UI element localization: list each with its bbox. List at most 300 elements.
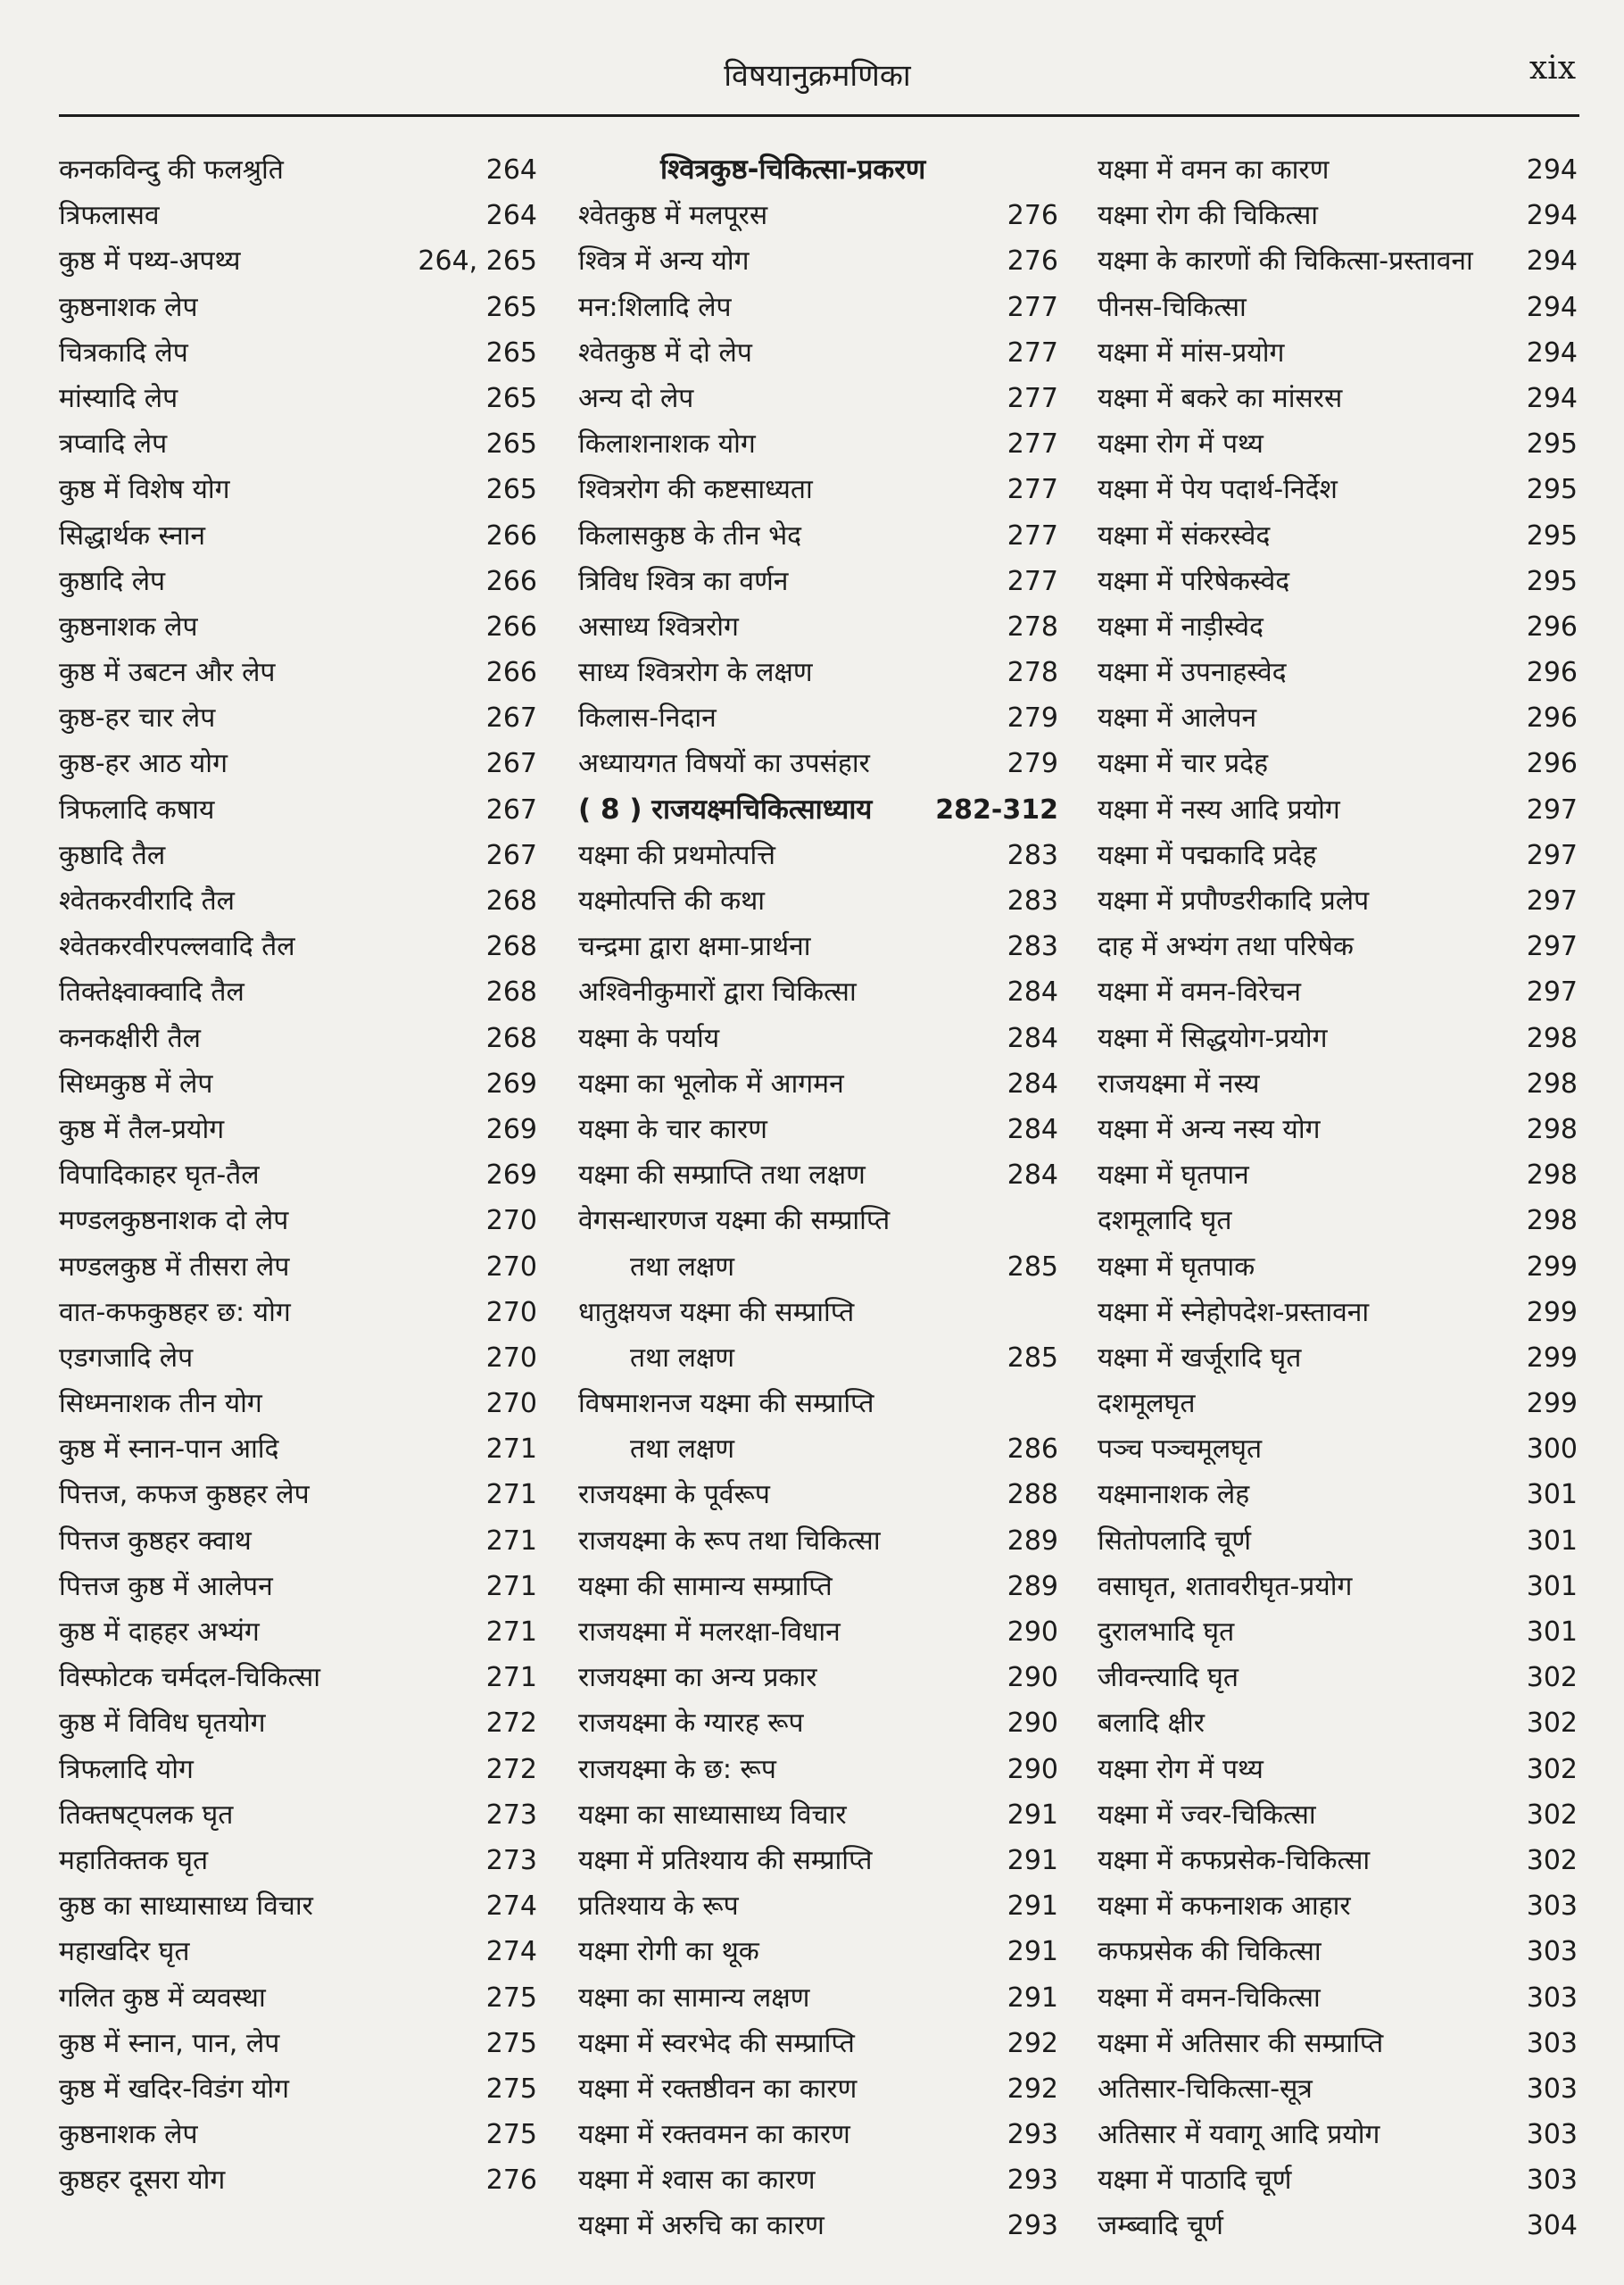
entry-title: दशमूलघृत [1098, 1388, 1196, 1420]
index-entry [578, 1107, 1058, 1152]
index-entry [578, 1244, 1058, 1290]
entry-title: यक्ष्मा में घृतपाक [1098, 1251, 1255, 1283]
index-entry [1098, 787, 1578, 833]
index-entry [59, 513, 537, 559]
entry-page: 296 [1526, 611, 1578, 643]
index-entry [1098, 421, 1578, 467]
entry-page: 276 [1007, 200, 1058, 232]
index-entry [1098, 1426, 1578, 1472]
entry-title: यक्ष्मा में पाठादि चूर्ण [1098, 2165, 1292, 2197]
index-entry [59, 878, 537, 924]
chapter-entry [578, 787, 1058, 833]
entry-title: यक्ष्मा रोग में पथ्य [1098, 428, 1264, 461]
entry-title: यक्ष्मा में परिषेकस्वेद [1098, 565, 1290, 597]
entry-title: गलित कुष्ठ में व्यवस्था [59, 1982, 266, 2014]
entry-title: यक्ष्मा में ज्वर-चिकित्सा [1098, 1799, 1316, 1831]
index-entry [1098, 878, 1578, 924]
index-entry [1098, 1244, 1578, 1290]
index-entry [1098, 1564, 1578, 1609]
entry-title: कुष्ठ में स्नान, पान, लेप [59, 2027, 280, 2059]
entry-title: राजयक्ष्मा के रूप तथा चिकित्सा [578, 1525, 881, 1557]
index-entry [1098, 1152, 1578, 1198]
entry-title: यक्ष्मोत्पत्ति की कथा [578, 885, 766, 917]
entry-title: यक्ष्मा में नस्य आदि प्रयोग [1098, 794, 1340, 826]
entry-page: 267 [485, 839, 537, 871]
index-entry [59, 969, 537, 1015]
index-entry [578, 1061, 1058, 1107]
entry-page: 265 [485, 474, 537, 506]
entry-title: यक्ष्मा में वमन का कारण [1098, 154, 1330, 186]
entry-page: 288 [1007, 1479, 1058, 1511]
index-entry [578, 376, 1058, 421]
entry-page: 295 [1526, 565, 1578, 597]
entry-page: 285 [1007, 1342, 1058, 1374]
entry-title: तथा लक्षण [630, 1342, 735, 1374]
index-entry [1098, 1792, 1578, 1838]
index-entry [578, 1929, 1058, 1974]
index-column-1 [59, 147, 537, 2203]
entry-title: यक्ष्मा में प्रपौण्डरीकादि प्रलेप [1098, 885, 1370, 917]
entry-page: 277 [1007, 428, 1058, 461]
entry-title: यक्ष्मा में वमन-विरेचन [1098, 976, 1301, 1009]
entry-page: 277 [1007, 291, 1058, 323]
entry-page: 269 [485, 1113, 537, 1145]
entry-page: 266 [485, 657, 537, 689]
entry-page: 274 [485, 1890, 537, 1923]
entry-page: 274 [485, 1936, 537, 1968]
entry-title: कुष्ठ में खदिर-विडंग योग [59, 2073, 290, 2105]
index-entry [59, 1152, 537, 1198]
entry-title: श्वेतकुष्ठ में मलपूरस [578, 200, 768, 232]
entry-title: वेगसन्धारणज यक्ष्मा की सम्प्राप्ति [578, 1205, 891, 1237]
index-entry [59, 193, 537, 238]
entry-title: कुष्ठ-हर चार लेप [59, 702, 216, 735]
index-entry [1098, 1335, 1578, 1381]
entry-title: मण्डलकुष्ठ में तीसरा लेप [59, 1251, 290, 1283]
page-header [59, 46, 1576, 100]
index-entry [1098, 604, 1578, 650]
entry-title: अश्विनीकुमारों द्वारा चिकित्सा [578, 976, 857, 1009]
entry-title: श्वित्रकुष्ठ-चिकित्सा-प्रकरण [660, 154, 926, 186]
index-entry [59, 147, 537, 193]
entry-title: यक्ष्मा की सम्प्राप्ति तथा लक्षण [578, 1159, 866, 1192]
entry-title: यक्ष्मा में कफप्रसेक-चिकित्सा [1098, 1844, 1371, 1876]
entry-page: 297 [1526, 794, 1578, 826]
index-entry [1098, 924, 1578, 969]
entry-title: त्रिविध श्वित्र का वर्णन [578, 565, 789, 597]
entry-page: 291 [1007, 1936, 1058, 1968]
entry-title: वसाघृत, शतावरीघृत-प्रयोग [1098, 1570, 1353, 1602]
entry-title: विस्फोटक चर्मदल-चिकित्सा [59, 1662, 321, 1694]
index-entry [59, 1838, 537, 1883]
index-entry [1098, 741, 1578, 786]
entry-page: 291 [1007, 1890, 1058, 1923]
entry-title: यक्ष्मा के चार कारण [578, 1113, 767, 1145]
entry-title: धातुक्षयज यक्ष्मा की सम्प्राप्ति [578, 1296, 855, 1328]
index-entry [1098, 833, 1578, 878]
index-entry [1098, 695, 1578, 741]
index-entry [59, 376, 537, 421]
index-entry [578, 1518, 1058, 1564]
index-entry [578, 1426, 1058, 1472]
entry-page: 269 [485, 1159, 537, 1192]
entry-page: 295 [1526, 519, 1578, 552]
entry-title: श्वेतकुष्ठ में दो लेप [578, 337, 752, 369]
entry-title: दशमूलादि घृत [1098, 1205, 1232, 1237]
index-entry [578, 1700, 1058, 1746]
entry-title: विषमाशनज यक्ष्मा की सम्प्राप्ति [578, 1388, 874, 1420]
entry-page: 272 [485, 1708, 537, 1740]
index-entry [59, 559, 537, 604]
entry-page: 300 [1526, 1433, 1578, 1466]
entry-title: दुरालभादि घृत [1098, 1616, 1235, 1648]
entry-title: यक्ष्मा में चार प्रदेह [1098, 748, 1269, 780]
entry-page: 294 [1526, 200, 1578, 232]
entry-page: 299 [1526, 1251, 1578, 1283]
entry-page: 265 [485, 428, 537, 461]
entry-title: यक्ष्मा का सामान्य लक्षण [578, 1982, 810, 2014]
entry-page: 303 [1526, 1936, 1578, 1968]
entry-title: दाह में अभ्यंग तथा परिषेक [1098, 931, 1354, 963]
entry-title: महातिक्तक घृत [59, 1844, 209, 1876]
index-entry [59, 1244, 537, 1290]
entry-title: यक्ष्मा की प्रथमोत्पत्ति [578, 839, 776, 871]
index-entry [59, 833, 537, 878]
entry-title: कुष्ठादि तैल [59, 839, 166, 871]
entry-page: 301 [1526, 1525, 1578, 1557]
entry-title: तिक्तषट्पलक घृत [59, 1799, 234, 1831]
entry-title: यक्ष्मा में स्नेहोपदेश-प्रस्तावना [1098, 1296, 1370, 1328]
entry-page: 294 [1526, 337, 1578, 369]
index-entry [578, 1883, 1058, 1929]
entry-title: मन:शिलादि लेप [578, 291, 732, 323]
entry-title: राजयक्ष्मा के छ: रूप [578, 1753, 776, 1785]
entry-page: 276 [1007, 245, 1058, 278]
index-entry [578, 1198, 1058, 1243]
entry-title: सिध्मनाशक तीन योग [59, 1388, 262, 1420]
entry-title: कुष्ठ में उबटन और लेप [59, 657, 276, 689]
index-entry [1098, 2157, 1578, 2203]
index-entry [59, 421, 537, 467]
entry-title: वात-कफकुष्ठहर छ: योग [59, 1296, 291, 1328]
entry-page: 289 [1007, 1570, 1058, 1602]
index-entry [578, 833, 1058, 878]
entry-title: राजयक्ष्मा के पूर्वरूप [578, 1479, 770, 1511]
index-entry [1098, 2203, 1578, 2248]
entry-page: 269 [485, 1068, 537, 1100]
entry-title: यक्ष्मा रोगी का थूक [578, 1936, 759, 1968]
entry-page: 292 [1007, 2027, 1058, 2059]
entry-title: राजयक्ष्मा का अन्य प्रकार [578, 1662, 817, 1694]
entry-page: 275 [485, 1982, 537, 2014]
index-entry [59, 924, 537, 969]
entry-title: साध्य श्वित्ररोग के लक्षण [578, 657, 813, 689]
entry-page: 301 [1526, 1479, 1578, 1511]
entry-title: ( 8 ) राजयक्ष्मचिकित्साध्याय [578, 793, 873, 826]
entry-page: 264 [485, 200, 537, 232]
index-entry [1098, 467, 1578, 512]
entry-page: 293 [1007, 2119, 1058, 2151]
entry-page: 301 [1526, 1616, 1578, 1648]
index-entry [578, 559, 1058, 604]
index-column-2 [578, 147, 1058, 2249]
entry-title: यक्ष्मा के कारणों की चिकित्सा-प्रस्तावना [1098, 245, 1473, 278]
index-entry [1098, 285, 1578, 330]
entry-page: 270 [485, 1342, 537, 1374]
index-entry [578, 2021, 1058, 2066]
entry-page: 276 [485, 2165, 537, 2197]
index-entry [578, 2066, 1058, 2112]
entry-title: यक्ष्मा में मांस-प्रयोग [1098, 337, 1285, 369]
index-entry [59, 1700, 537, 1746]
index-entry [1098, 238, 1578, 284]
entry-title: यक्ष्मा में अतिसार की सम्प्राप्ति [1098, 2027, 1384, 2059]
index-entry [1098, 330, 1578, 376]
entry-page: 271 [485, 1433, 537, 1466]
entry-title: त्रप्वादि लेप [59, 428, 168, 461]
index-entry [578, 1747, 1058, 1792]
index-entry [578, 1335, 1058, 1381]
index-entry [59, 650, 537, 695]
index-entry [578, 1472, 1058, 1517]
index-entry [59, 1107, 537, 1152]
entry-page: 272 [485, 1753, 537, 1785]
entry-page: 295 [1526, 474, 1578, 506]
entry-page: 302 [1526, 1708, 1578, 1740]
entry-page: 291 [1007, 1844, 1058, 1876]
header-rule [59, 114, 1579, 117]
entry-title: यक्ष्मानाशक लेह [1098, 1479, 1250, 1511]
index-entry [59, 1426, 537, 1472]
index-entry [578, 193, 1058, 238]
entry-title: यक्ष्मा में कफनाशक आहार [1098, 1890, 1351, 1923]
entry-page: 298 [1526, 1205, 1578, 1237]
index-entry [59, 1061, 537, 1107]
entry-title: कुष्ठनाशक लेप [59, 2119, 198, 2151]
entry-title: कुष्ठ में तैल-प्रयोग [59, 1113, 225, 1145]
entry-page: 275 [485, 2027, 537, 2059]
entry-page: 299 [1526, 1388, 1578, 1420]
entry-title: राजयक्ष्मा में नस्य [1098, 1068, 1260, 1100]
entry-title: कफप्रसेक की चिकित्सा [1098, 1936, 1322, 1968]
index-entry [1098, 650, 1578, 695]
index-entry [1098, 147, 1578, 193]
index-entry [578, 1792, 1058, 1838]
index-entry [578, 1016, 1058, 1061]
index-entry [578, 1152, 1058, 1198]
index-entry [578, 741, 1058, 786]
index-entry [1098, 513, 1578, 559]
entry-title: कुष्ठ में विशेष योग [59, 474, 230, 506]
index-entry [1098, 193, 1578, 238]
entry-page: 275 [485, 2119, 537, 2151]
entry-page: 286 [1007, 1433, 1058, 1466]
entry-page: 284 [1007, 1113, 1058, 1145]
entry-page: 290 [1007, 1708, 1058, 1740]
running-title: विषयानुक्रमणिका [724, 58, 911, 94]
entry-page: 285 [1007, 1251, 1058, 1283]
entry-page: 279 [1007, 702, 1058, 735]
entry-title: तिक्तेक्ष्वाक्वादि तैल [59, 976, 244, 1009]
index-entry [578, 330, 1058, 376]
entry-title: श्वेतकरवीरादि तैल [59, 885, 236, 917]
entry-page: 283 [1007, 885, 1058, 917]
index-entry [59, 1975, 537, 2021]
index-entry [578, 1975, 1058, 2021]
index-entry [578, 467, 1058, 512]
entry-page: 265 [485, 291, 537, 323]
entry-title: राजयक्ष्मा के ग्यारह रूप [578, 1708, 804, 1740]
entry-page: 293 [1007, 2165, 1058, 2197]
entry-page: 303 [1526, 2073, 1578, 2105]
entry-title: यक्ष्मा की सामान्य सम्प्राप्ति [578, 1570, 833, 1602]
index-entry [1098, 1290, 1578, 1335]
entry-title: किलास-निदान [578, 702, 717, 735]
entry-page: 294 [1526, 382, 1578, 414]
entry-title: यक्ष्मा रोग में पथ्य [1098, 1753, 1264, 1785]
index-entry [578, 2203, 1058, 2248]
index-entry [59, 1518, 537, 1564]
index-entry [59, 2157, 537, 2203]
entry-title: यक्ष्मा में बकरे का मांसरस [1098, 382, 1343, 414]
entry-title: यक्ष्मा के पर्याय [578, 1022, 720, 1054]
index-entry [59, 1792, 537, 1838]
entry-title: यक्ष्मा में आलेपन [1098, 702, 1257, 735]
entry-page: 264 [485, 154, 537, 186]
entry-title: अन्य दो लेप [578, 382, 694, 414]
entry-title: कुष्ठ में पथ्य-अपथ्य [59, 245, 241, 278]
entry-title: पीनस-चिकित्सा [1098, 291, 1247, 323]
entry-title: यक्ष्मा में अरुचि का कारण [578, 2210, 824, 2242]
entry-page: 292 [1007, 2073, 1058, 2105]
entry-page: 283 [1007, 931, 1058, 963]
entry-page: 295 [1526, 428, 1578, 461]
entry-page: 270 [485, 1251, 537, 1283]
entry-title: बलादि क्षीर [1098, 1708, 1206, 1740]
entry-title: यक्ष्मा में संकरस्वेद [1098, 519, 1271, 552]
entry-title: तथा लक्षण [630, 1251, 735, 1283]
entry-title: श्वित्र में अन्य योग [578, 245, 750, 278]
index-entry [59, 1655, 537, 1700]
entry-page: 298 [1526, 1159, 1578, 1192]
entry-page: 273 [485, 1844, 537, 1876]
entry-title: यक्ष्मा में अन्य नस्य योग [1098, 1113, 1321, 1145]
index-entry [1098, 1107, 1578, 1152]
entry-title: यक्ष्मा में स्वरभेद की सम्प्राप्ति [578, 2027, 855, 2059]
index-entry [1098, 1381, 1578, 1426]
entry-page: 277 [1007, 565, 1058, 597]
entry-page: 302 [1526, 1799, 1578, 1831]
index-entry [1098, 376, 1578, 421]
entry-page: 268 [485, 976, 537, 1009]
entry-page: 284 [1007, 1159, 1058, 1192]
entry-title: यक्ष्मा रोग की चिकित्सा [1098, 200, 1319, 232]
entry-page: 271 [485, 1479, 537, 1511]
index-entry [59, 604, 537, 650]
index-entry [1098, 1609, 1578, 1655]
entry-page: 296 [1526, 657, 1578, 689]
index-entry [59, 695, 537, 741]
index-entry [59, 1335, 537, 1381]
entry-page: 303 [1526, 2165, 1578, 2197]
entry-page: 268 [485, 1022, 537, 1054]
index-entry [578, 695, 1058, 741]
entry-title: यक्ष्मा में रक्तष्ठीवन का कारण [578, 2073, 858, 2105]
entry-page: 304 [1526, 2210, 1578, 2242]
entry-title: यक्ष्मा में प्रतिश्याय की सम्प्राप्ति [578, 1844, 873, 1876]
entry-title: कुष्ठ का साध्यासाध्य विचार [59, 1890, 313, 1923]
entry-page: 267 [485, 702, 537, 735]
entry-title: तथा लक्षण [630, 1433, 735, 1466]
entry-page: 301 [1526, 1570, 1578, 1602]
entry-title: यक्ष्मा में पद्मकादि प्रदेह [1098, 839, 1317, 871]
entry-title: सिद्धार्थक स्नान [59, 519, 206, 552]
entry-page: 291 [1007, 1982, 1058, 2014]
entry-title: अध्यायगत विषयों का उपसंहार [578, 748, 870, 780]
entry-title: श्वेतकरवीरपल्लवादि तैल [59, 931, 295, 963]
entry-page: 291 [1007, 1799, 1058, 1831]
entry-title: यक्ष्मा में उपनाहस्वेद [1098, 657, 1287, 689]
entry-title: जीवन्त्यादि घृत [1098, 1662, 1239, 1694]
index-entry [59, 787, 537, 833]
entry-page: 266 [485, 611, 537, 643]
index-entry [1098, 1198, 1578, 1243]
index-entry [578, 1838, 1058, 1883]
entry-page: 294 [1526, 291, 1578, 323]
entry-page: 267 [485, 748, 537, 780]
index-entry [59, 1929, 537, 1974]
entry-title: जम्ब्वादि चूर्ण [1098, 2210, 1223, 2242]
entry-title: यक्ष्मा का साध्यासाध्य विचार [578, 1799, 847, 1831]
entry-title: सितोपलादि चूर्ण [1098, 1525, 1252, 1557]
entry-page: 264, 265 [418, 245, 537, 278]
index-entry [59, 330, 537, 376]
index-entry [59, 1198, 537, 1243]
entry-title: कुष्ठनाशक लेप [59, 291, 198, 323]
index-entry [1098, 1016, 1578, 1061]
index-entry [59, 1290, 537, 1335]
entry-title: यक्ष्मा का भूलोक में आगमन [578, 1068, 844, 1100]
index-entry [578, 1381, 1058, 1426]
index-entry [1098, 1472, 1578, 1517]
index-entry [578, 969, 1058, 1015]
entry-page: 294 [1526, 245, 1578, 278]
entry-title: कनकक्षीरी तैल [59, 1022, 202, 1054]
entry-page: 290 [1007, 1662, 1058, 1694]
entry-page: 302 [1526, 1844, 1578, 1876]
entry-title: कुष्ठनाशक लेप [59, 611, 198, 643]
index-entry [578, 1609, 1058, 1655]
entry-title: असाध्य श्वित्ररोग [578, 611, 739, 643]
index-entry [59, 467, 537, 512]
index-entry [59, 1609, 537, 1655]
entry-page: 277 [1007, 382, 1058, 414]
entry-page: 297 [1526, 885, 1578, 917]
index-entry [578, 421, 1058, 467]
section-heading [578, 147, 1058, 193]
index-entry [578, 924, 1058, 969]
entry-title: यक्ष्मा में पेय पदार्थ-निर्देश [1098, 474, 1338, 506]
entry-page: 299 [1526, 1296, 1578, 1328]
entry-title: चन्द्रमा द्वारा क्षमा-प्रार्थना [578, 931, 811, 963]
index-entry [578, 1290, 1058, 1335]
entry-page: 271 [485, 1662, 537, 1694]
entry-page: 299 [1526, 1342, 1578, 1374]
entry-page: 283 [1007, 839, 1058, 871]
entry-page: 302 [1526, 1662, 1578, 1694]
index-entry [578, 650, 1058, 695]
entry-page: 265 [485, 382, 537, 414]
